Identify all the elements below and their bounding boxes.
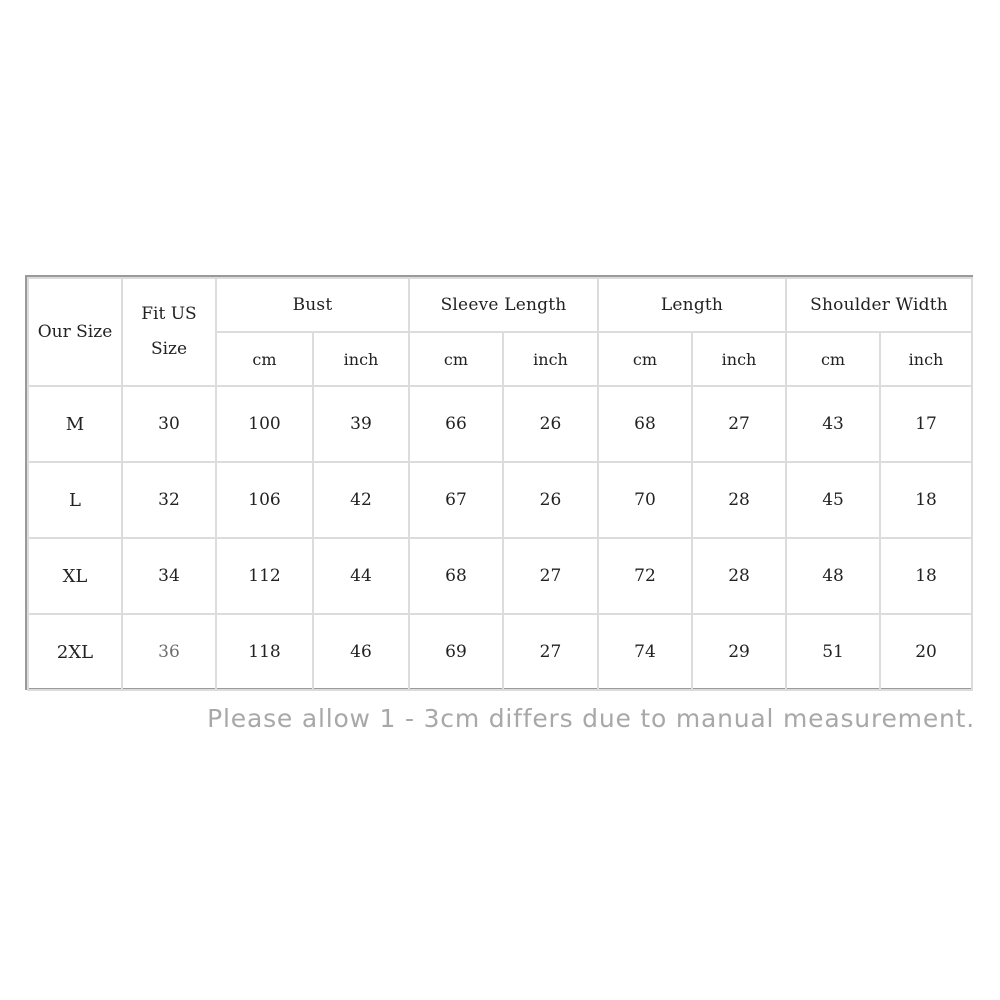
unit-header: inch <box>313 332 409 386</box>
header-sleeve-length: Sleeve Length <box>409 278 598 332</box>
table-row <box>28 462 972 538</box>
value-cell: 69 <box>409 614 503 690</box>
value-cell: 118 <box>216 614 313 690</box>
value-cell: 51 <box>786 614 880 690</box>
value-cell: 46 <box>313 614 409 690</box>
value-cell: 20 <box>880 614 972 690</box>
value-cell: 68 <box>598 386 692 462</box>
value-cell: 42 <box>313 462 409 538</box>
value-cell: 48 <box>786 538 880 614</box>
value-cell: 28 <box>692 538 786 614</box>
value-cell: 43 <box>786 386 880 462</box>
fit-us-cell: 34 <box>122 538 216 614</box>
value-cell: 66 <box>409 386 503 462</box>
value-cell: 68 <box>409 538 503 614</box>
header-bust: Bust <box>216 278 409 332</box>
value-cell: 18 <box>880 462 972 538</box>
value-cell: 106 <box>216 462 313 538</box>
value-cell: 72 <box>598 538 692 614</box>
value-cell: 18 <box>880 538 972 614</box>
table-row <box>28 386 972 462</box>
value-cell: 70 <box>598 462 692 538</box>
value-cell: 27 <box>692 386 786 462</box>
fit-us-cell: 36 <box>122 614 216 690</box>
value-cell: 17 <box>880 386 972 462</box>
value-cell: 26 <box>503 386 598 462</box>
size-cell: L <box>28 462 122 538</box>
size-cell: M <box>28 386 122 462</box>
value-cell: 28 <box>692 462 786 538</box>
unit-header: inch <box>503 332 598 386</box>
table-row <box>28 538 972 614</box>
unit-header: inch <box>692 332 786 386</box>
value-cell: 26 <box>503 462 598 538</box>
header-fit-us-line1: Fit US <box>141 304 197 324</box>
header-fit-us-size <box>122 278 216 386</box>
measurement-note: Please allow 1 - 3cm differs due to manual measurement. <box>207 704 975 733</box>
value-cell: 67 <box>409 462 503 538</box>
fit-us-cell: 30 <box>122 386 216 462</box>
size-table <box>27 277 973 691</box>
unit-header: cm <box>598 332 692 386</box>
value-cell: 29 <box>692 614 786 690</box>
header-shoulder-width: Shoulder Width <box>786 278 972 332</box>
fit-us-cell: 32 <box>122 462 216 538</box>
table-row <box>28 614 972 690</box>
size-cell: XL <box>28 538 122 614</box>
value-cell: 74 <box>598 614 692 690</box>
value-cell: 27 <box>503 538 598 614</box>
size-cell: 2XL <box>28 614 122 690</box>
size-chart <box>25 275 973 690</box>
header-length: Length <box>598 278 786 332</box>
value-cell: 39 <box>313 386 409 462</box>
unit-header: cm <box>216 332 313 386</box>
value-cell: 27 <box>503 614 598 690</box>
value-cell: 100 <box>216 386 313 462</box>
unit-header: inch <box>880 332 972 386</box>
header-fit-us-line2: Size <box>150 339 188 359</box>
unit-header: cm <box>786 332 880 386</box>
value-cell: 112 <box>216 538 313 614</box>
value-cell: 44 <box>313 538 409 614</box>
header-our-size: Our Size <box>28 278 122 386</box>
value-cell: 45 <box>786 462 880 538</box>
unit-header: cm <box>409 332 503 386</box>
